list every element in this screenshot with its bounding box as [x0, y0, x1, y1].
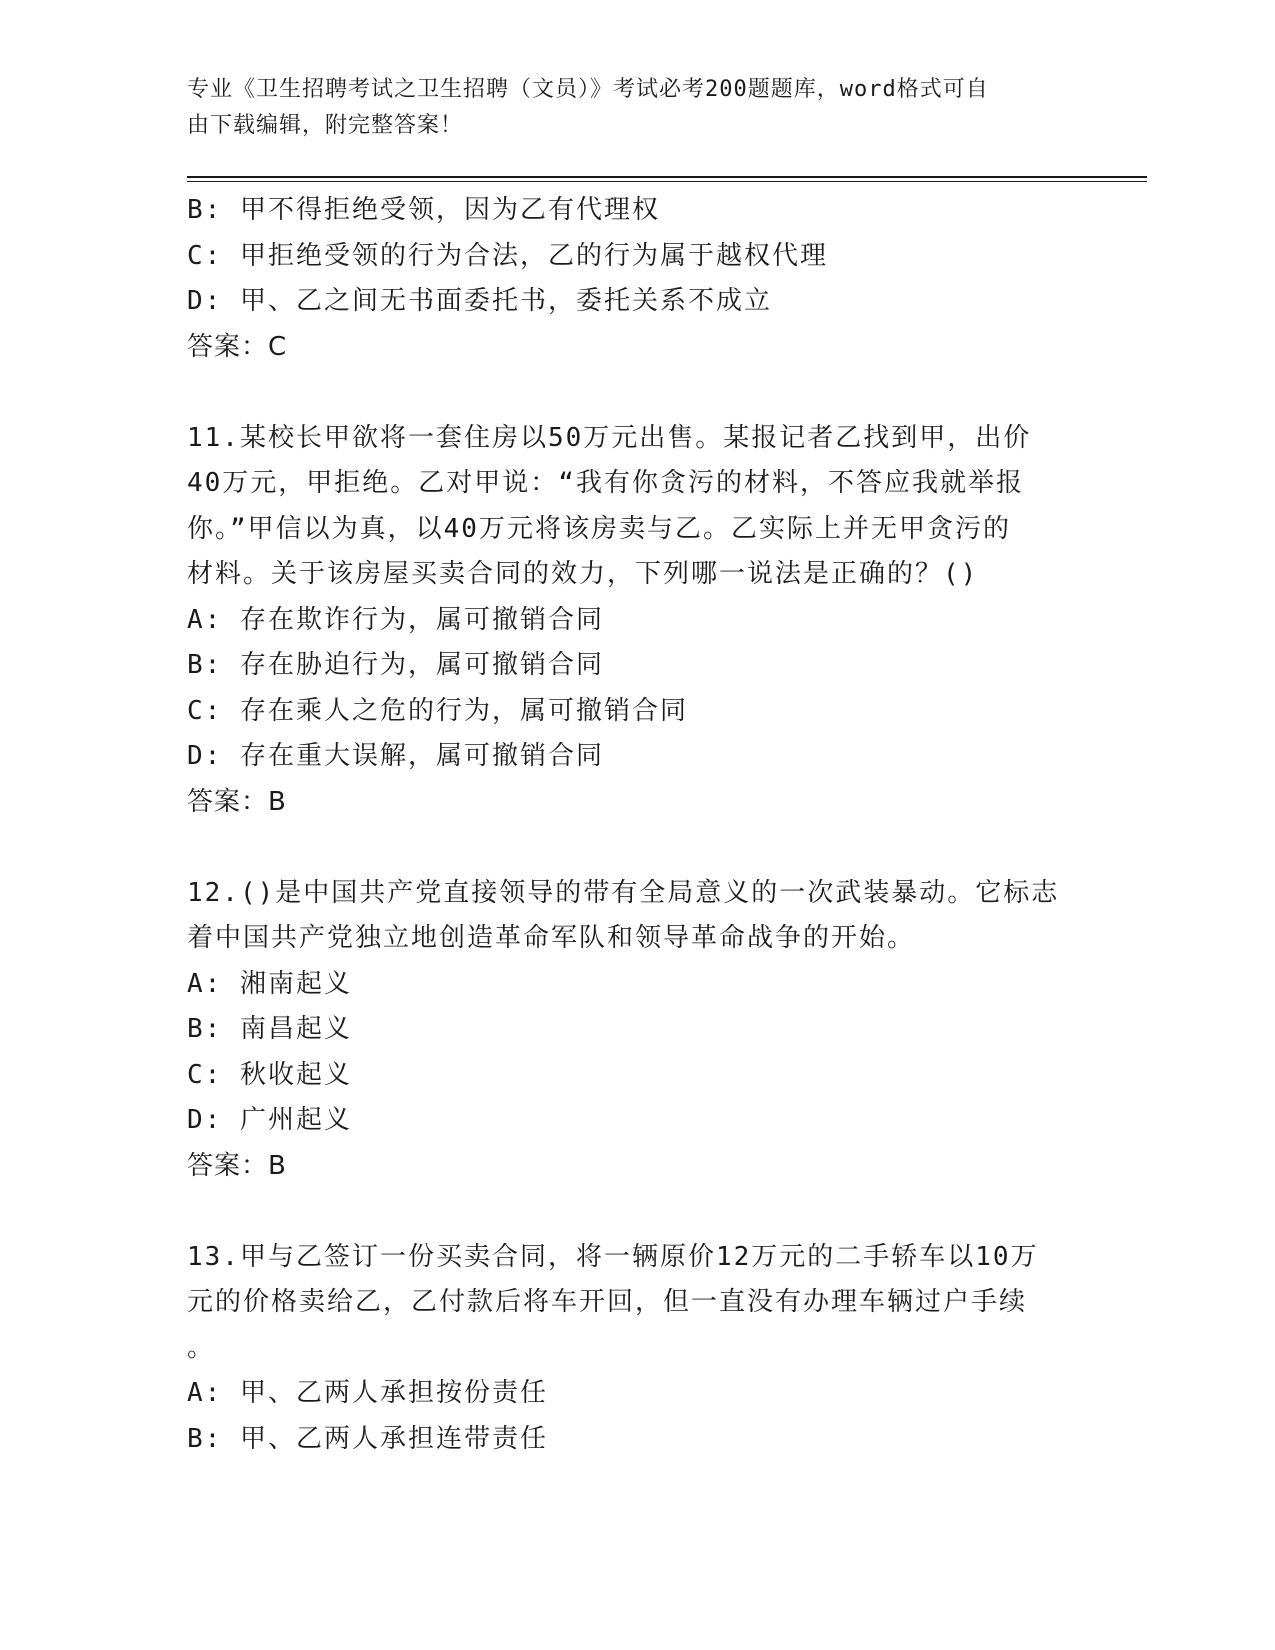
q12-text-line-1: 12.()是中国共产党直接领导的带有全局意义的一次武装暴动。它标志: [187, 877, 1060, 908]
spacer: [187, 1189, 1067, 1235]
q12-text-line-2: 着中国共产党独立地创造革命军队和领导革命战争的开始。: [187, 923, 916, 953]
spacer: [187, 370, 1067, 416]
header-divider-thin: [187, 181, 1147, 182]
q11-text-line-4: 材料。关于该房屋买卖合同的效力，下列哪一说法是正确的？(): [187, 559, 979, 589]
prev-question-block: [187, 188, 1067, 370]
q12-option-a: A: 湘南起义: [187, 968, 352, 999]
q13-option-a: A: 甲、乙两人承担按份责任: [187, 1378, 548, 1408]
q13-text-line-2: 元的价格卖给乙，乙付款后将车开回，但一直没有办理车辆过户手续: [187, 1287, 1028, 1317]
q12-option-c: C: 秋收起义: [187, 1059, 352, 1090]
q12-answer: 答案：B: [187, 1150, 287, 1181]
prev-answer: 答案：C: [187, 331, 288, 362]
q11-option-d: D: 存在重大误解，属可撤销合同: [187, 741, 604, 771]
question-12: [187, 871, 1067, 1190]
question-13: [187, 1235, 1067, 1463]
prev-option-d: D: 甲、乙之间无书面委托书，委托关系不成立: [187, 286, 772, 316]
question-content: [187, 188, 1067, 1462]
q11-text-line-2: 40万元，甲拒绝。乙对甲说：“我有你贪污的材料，不答应我就举报: [187, 468, 1024, 498]
header-line-2: 由下载编辑，附完整答案！: [187, 113, 464, 138]
q12-option-b: B: 南昌起义: [187, 1014, 352, 1044]
q11-option-a: A: 存在欺诈行为，属可撤销合同: [187, 604, 604, 635]
document-header: [187, 72, 1067, 144]
q13-option-b: B: 甲、乙两人承担连带责任: [187, 1423, 548, 1454]
q13-text-line-3: 。: [187, 1332, 216, 1363]
q11-text-line-3: 你。”甲信以为真，以40万元将该房卖与乙。乙实际上并无甲贪污的: [187, 513, 1011, 544]
q11-text-line-1: 11.某校长甲欲将一套住房以50万元出售。某报记者乙找到甲，出价: [187, 422, 1032, 453]
spacer: [187, 825, 1067, 871]
q13-text-line-1: 13.甲与乙签订一份买卖合同，将一辆原价12万元的二手轿车以10万: [187, 1241, 1039, 1272]
prev-option-b: B: 甲不得拒绝受领，因为乙有代理权: [187, 195, 660, 225]
q11-option-c: C: 存在乘人之危的行为，属可撤销合同: [187, 695, 688, 726]
prev-option-c: C: 甲拒绝受领的行为合法，乙的行为属于越权代理: [187, 240, 828, 271]
q11-option-b: B: 存在胁迫行为，属可撤销合同: [187, 650, 604, 680]
header-divider-thick: [187, 176, 1147, 178]
header-line-1: 专业《卫生招聘考试之卫生招聘（文员）》考试必考200题题库，word格式可自: [187, 77, 989, 102]
q11-answer: 答案：B: [187, 786, 287, 817]
q12-option-d: D: 广州起义: [187, 1105, 352, 1135]
question-11: [187, 416, 1067, 826]
